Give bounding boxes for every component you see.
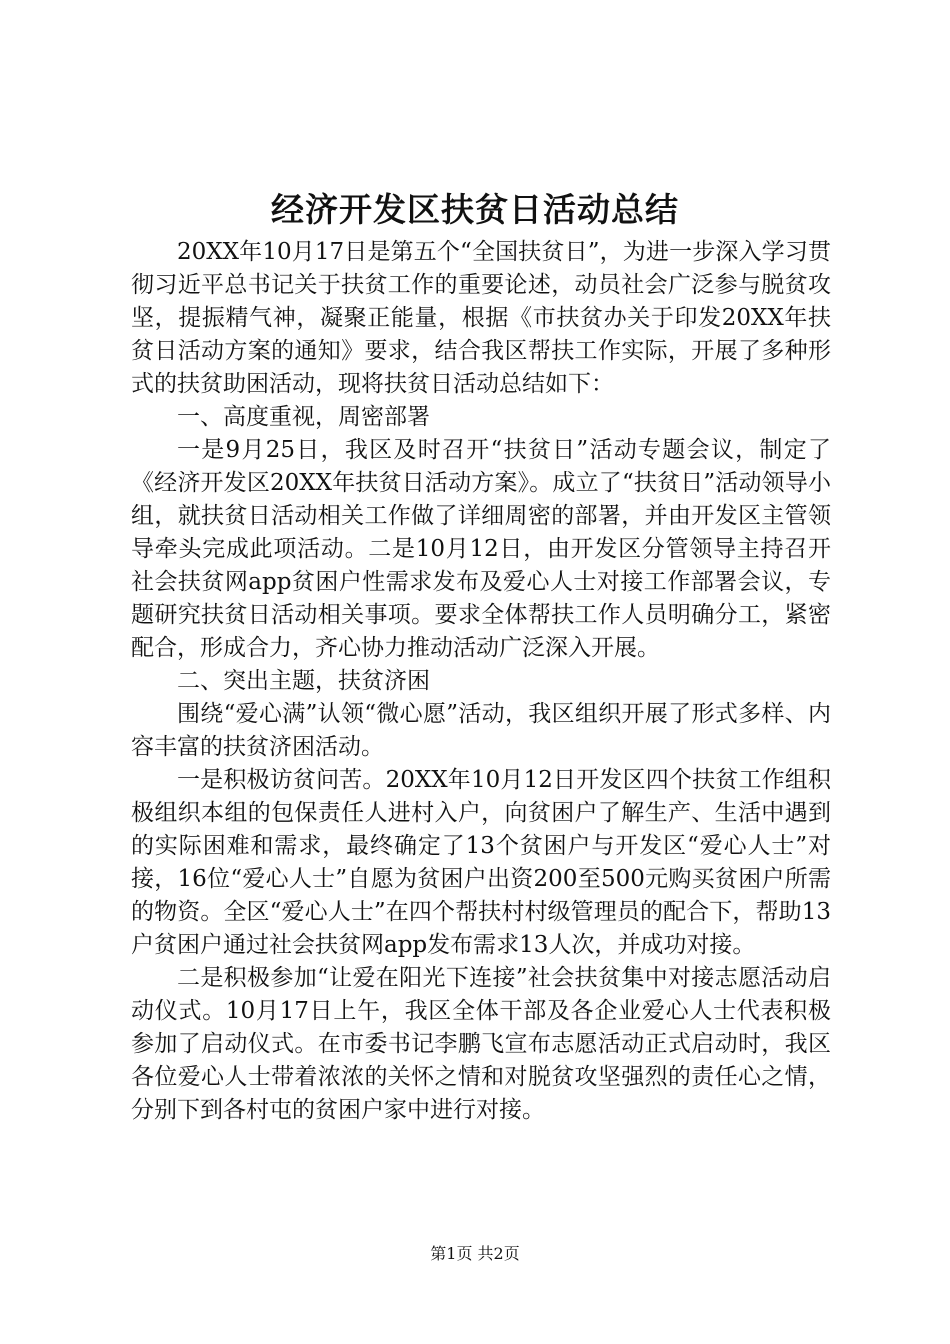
paragraph-intro: 20XX年10月17日是第五个“全国扶贫日”，为进一步深入学习贯彻习近平总书记关于扶贫工作的重要论述，动员社会广泛参与脱贫攻坚，提振精气神，凝聚正能量，根据《市扶贫办关于印发20XX年扶贫日活动方案的通知》要求，结合我区帮扶工作实际，开展了多种形式的扶贫助困活动，现将扶贫日活动总结如下： <box>131 239 831 397</box>
paragraph-section-2-item-2: 二是积极参加“让爱在阳光下连接”社会扶贫集中对接志愿活动启动仪式。10月17日上午，我区全体干部及各企业爱心人士代表积极参加了启动仪式。在市委书记李鹏飞宣布志愿活动正式启动时，我区各位爱心人士带着浓浓的关怀之情和对脱贫攻坚强烈的责任心之情，分别下到各村屯的贫困户家中进行对接。 <box>131 965 831 1123</box>
paragraph-section-1: 一是9月25日，我区及时召开“扶贫日”活动专题会议，制定了《经济开发区20XX年扶贫日活动方案》。成立了“扶贫日”活动领导小组，就扶贫日活动相关工作做了详细周密的部署，并由开发区主管领导牵头完成此项活动。二是10月12日，由开发区分管领导主持召开社会扶贫网app贫困户性需求发布及爱心人士对接工作部署会议，专题研究扶贫日活动相关事项。要求全体帮扶工作人员明确分工，紧密配合，形成合力，齐心协力推动活动广泛深入开展。 <box>131 437 831 661</box>
paragraph-section-2-item-1: 一是积极访贫问苦。20XX年10月12日开发区四个扶贫工作组积极组织本组的包保责任人进村入户，向贫困户了解生产、生活中遇到的实际困难和需求，最终确定了13个贫困户与开发区“爱心人士”对接，16位“爱心人士”自愿为贫困户出资200至500元购买贫困户所需的物资。全区“爱心人士”在四个帮扶村村级管理员的配合下，帮助13户贫困户通过社会扶贫网app发布需求13人次，并成功对接。 <box>131 767 831 958</box>
section-heading-2: 二、突出主题，扶贫济困 <box>177 668 430 694</box>
paragraph-section-2-intro: 围绕“爱心满”认领“微心愿”活动，我区组织开展了形式多样、内容丰富的扶贫济困活动。 <box>131 701 831 760</box>
section-heading-1: 一、高度重视，周密部署 <box>177 404 430 430</box>
document-body <box>131 236 831 1127</box>
document-title: 经济开发区扶贫日活动总结 <box>271 190 679 229</box>
page-number-footer: 第1页 共2页 <box>430 1244 520 1263</box>
